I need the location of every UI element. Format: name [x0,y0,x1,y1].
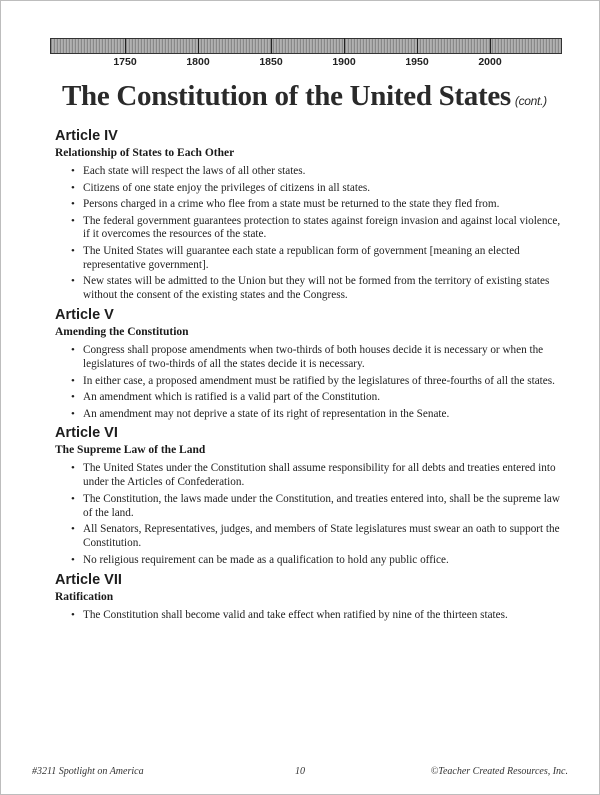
timeline-bar [50,38,562,54]
bullet-item: • An amendment may not deprive a state of its right of representation in the Senate. [83,408,567,422]
timeline-tick [417,38,418,54]
timeline-tick [490,38,491,54]
bullet-item: • New states will be admitted to the Union but they will not be formed from the territory of existing states without the consent of the existing states and the Congress. [83,275,567,303]
articles-content [55,128,567,626]
bullet-list [55,462,567,567]
bullet-item: • The Constitution, the laws made under the Constitution, and treaties entered into, shall be the supreme law of the land. [83,493,567,521]
article-section [55,128,567,303]
timeline-label: 1900 [332,56,356,68]
page-number: 10 [295,766,305,777]
title-suffix: (cont.) [514,94,547,108]
bullet-item: • Citizens of one state enjoy the privileges of citizens in all states. [83,182,567,196]
bullet-item: • An amendment which is ratified is a valid part of the Constitution. [83,391,567,405]
article-section [55,307,567,421]
article-subheading: Relationship of States to Each Other [55,147,235,159]
bullet-list [55,609,567,623]
timeline-tick [271,38,272,54]
bullet-item: • All Senators, Representatives, judges, and members of State legislatures must swear an oath to support the Constitution. [83,523,567,551]
article-subheading: Ratification [55,590,114,603]
article-heading: Article IV [55,128,118,144]
bullet-item: • Each state will respect the laws of all other states. [83,165,567,179]
timeline-label: 1950 [405,56,429,68]
bullet-item: • Persons charged in a crime who flee from a state must be returned to the state they fled from. [83,198,567,212]
timeline-tick [125,38,126,54]
bullet-item: • The federal government guarantees protection to states against foreign invasion and against local violence, if it overcomes the resources of the state. [83,215,567,243]
footer-copyright: ©Teacher Created Resources, Inc. [430,766,568,777]
page-title [62,80,592,113]
bullet-item: • No religious requirement can be made as a qualification to hold any public office. [83,554,567,568]
footer-left: #3211 Spotlight on America [32,766,144,777]
article-section [55,425,567,567]
bullet-list [55,344,567,421]
article-heading: Article VI [55,425,118,442]
article-section [55,572,567,623]
timeline-label: 1800 [186,56,210,68]
timeline-label: 1850 [259,56,283,68]
timeline-tick [344,38,345,54]
article-heading: Article VII [55,571,122,588]
bullet-item: • Congress shall propose amendments when two-thirds of both houses decide it is necessary or when the legislatures of two-thirds of all the states decide it is necessary. [83,344,567,372]
bullet-item: • The United States under the Constitution shall assume responsibility for all debts and treaties entered into under the Articles of Confederation. [83,462,567,490]
article-subheading: The Supreme Law of the Land [55,444,206,457]
timeline-tick [198,38,199,54]
article-subheading: Amending the Constitution [55,326,189,339]
timeline-label: 2000 [478,56,502,68]
bullet-list [55,165,567,303]
title-text: The Constitution of the United States [62,80,511,112]
bullet-item: • The United States will guarantee each state a republican form of government [meaning an elected representative government]. [83,245,567,273]
bullet-item: • In either case, a proposed amendment must be ratified by the legislatures of three-fourths of all the states. [83,375,567,389]
timeline-label: 1750 [113,56,137,68]
bullet-item: • The Constitution shall become valid and take effect when ratified by nine of the thirteen states. [83,609,567,623]
article-heading: Article V [55,307,114,324]
